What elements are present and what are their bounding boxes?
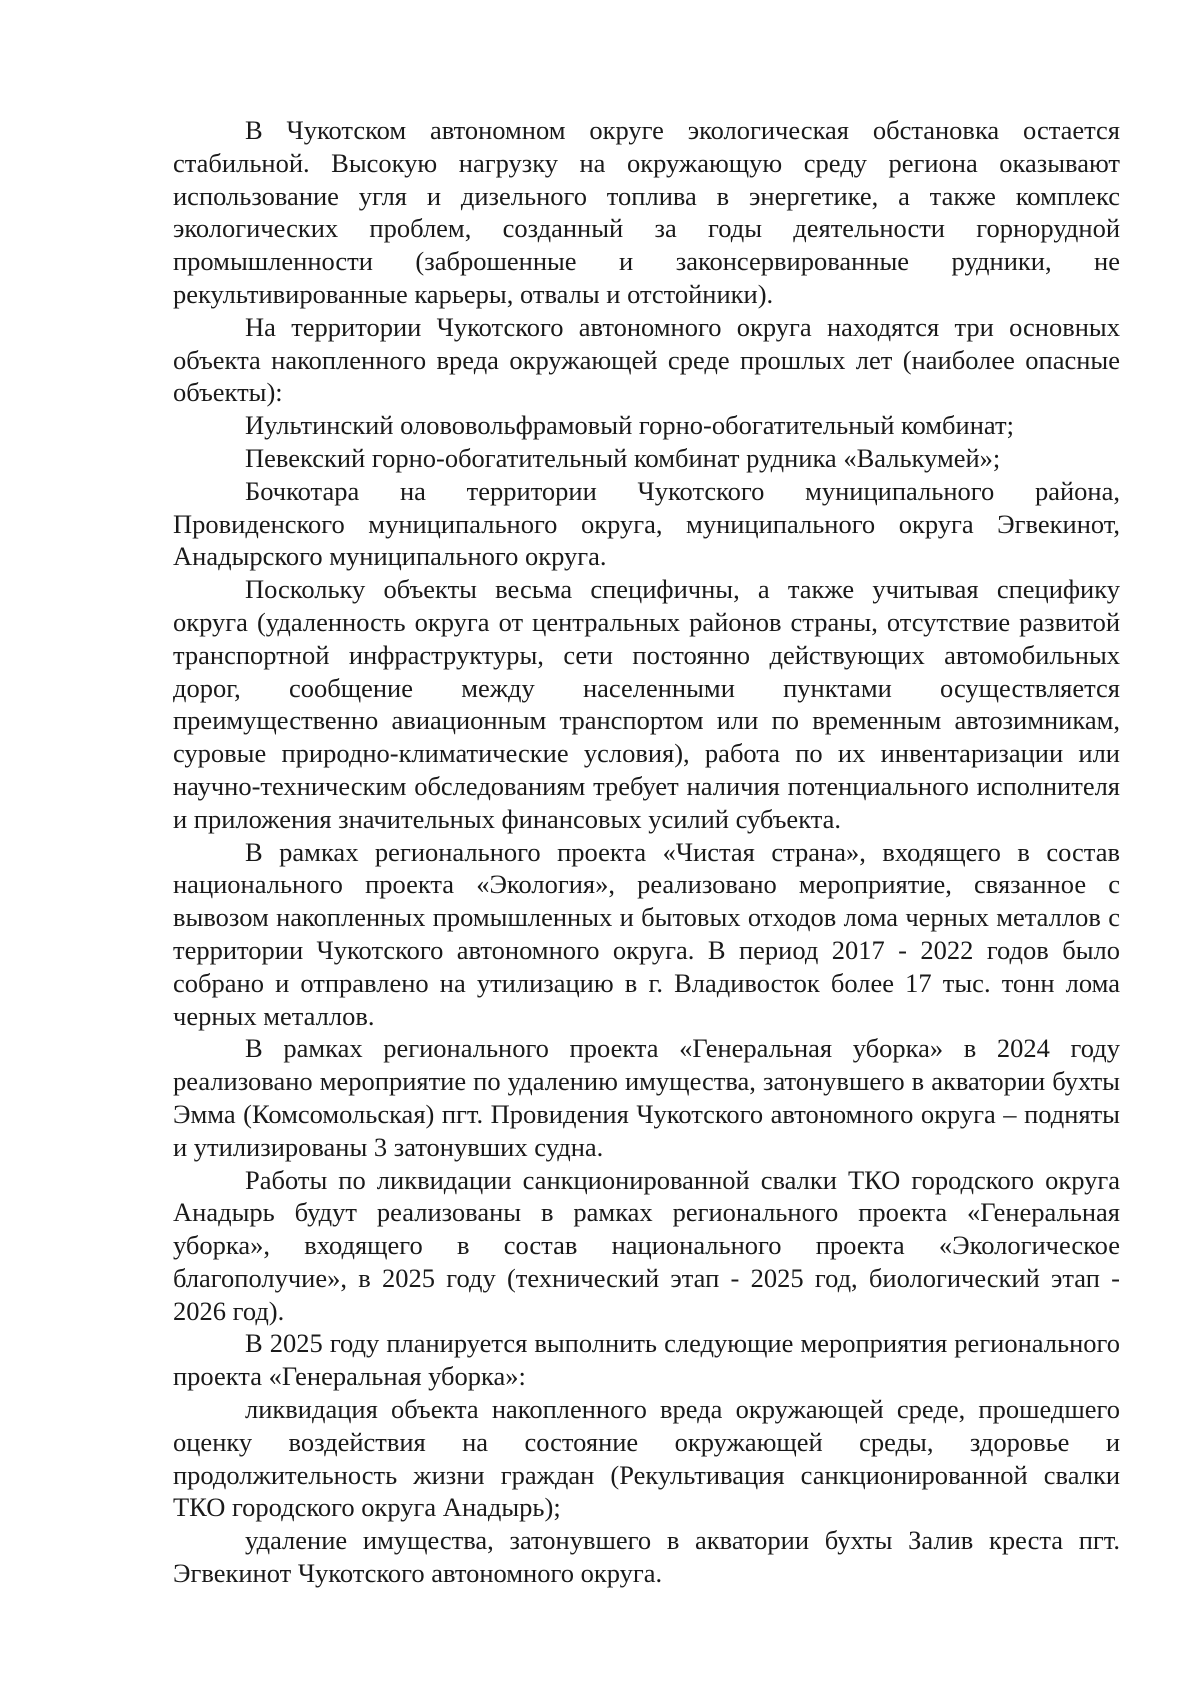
- paragraph-plans-2025: В 2025 году планируется выполнить следующие мероприятия регионального проекта «Генеральная уборка»:: [173, 1328, 1120, 1392]
- paragraph-object-barrels: Бочкотара на территории Чукотского муниципального района, Провиденского муниципального округа, муниципального округа Эгвекинот, Анадырского муниципального округа.: [173, 475, 1120, 572]
- paragraph-object-iultin: Иультинский олововольфрамовый горно-обогатительный комбинат;: [245, 410, 1014, 441]
- paragraph-clean-country: В рамках регионального проекта «Чистая страна», входящего в состав национального проекта «Экология», реализовано мероприятие, связанное с вывозом накопленных промышленных и бытовых отходов лома черных металлов с территории Чукотского автономного округа. В период 2017 - 2022 годов было собрано и отправлено на утилизацию в г. Владивосток более 17 тыс. тонн лома черных металлов.: [173, 836, 1120, 1031]
- paragraph-general-cleanup-2024: В рамках регионального проекта «Генеральная уборка» в 2024 году реализовано мероприятие по удалению имущества, затонувшего в акватории бухты Эмма (Комсомольская) пгт. Провидения Чукотского автономного округа – подняты и утилизированы 3 затонувших судна.: [173, 1033, 1120, 1162]
- paragraph-object-pevek: Певекский горно-обогатительный комбинат рудника «Валькумей»;: [245, 442, 1001, 473]
- paragraph-plan-item-vessels: удаление имущества, затонувшего в акватории бухты Залив креста пгт. Эгвекинот Чукотского автономного округа.: [173, 1525, 1120, 1589]
- paragraph-specifics: Поскольку объекты весьма специфичны, а также учитывая специфику округа (удаленность округа от центральных районов страны, отсутствие развитой транспортной инфраструктуры, сети постоянно действующих автомобильных дорог, сообщение между населенными пунктами осуществляется преимущественно авиационным транспортом или по временным автозимникам, суровые природно-климатические условия), работа по их инвентаризации или научно-техническим обследованиям требует наличия потенциального исполнителя и приложения значительных финансовых усилий субъекта.: [173, 574, 1120, 834]
- document-body: [173, 114, 1120, 1590]
- paragraph-plan-item-landfill: ликвидация объекта накопленного вреда окружающей среде, прошедшего оценку воздействия на состояние окружающей среды, здоровье и продолжительность жизни граждан (Рекультивация санкционированной свалки ТКО городского округа Анадырь);: [173, 1394, 1120, 1523]
- paragraph-landfill-works: Работы по ликвидации санкционированной свалки ТКО городского округа Анадырь будут реализованы в рамках регионального проекта «Генеральная уборка», входящего в состав национального проекта «Экологическое благополучие», в 2025 году (технический этап - 2025 год, биологический этап - 2026 год).: [173, 1164, 1120, 1326]
- paragraph-intro: В Чукотском автономном округе экологическая обстановка остается стабильной. Высокую нагрузку на окружающую среду региона оказывают использование угля и дизельного топлива в энергетике, а также комплекс экологических проблем, созданный за годы деятельности горнорудной промышленности (заброшенные и законсервированные рудники, не рекультивированные карьеры, отвалы и отстойники).: [173, 115, 1120, 309]
- paragraph-objects-intro: На территории Чукотского автономного округа находятся три основных объекта накопленного вреда окружающей среде прошлых лет (наиболее опасные объекты):: [173, 311, 1120, 408]
